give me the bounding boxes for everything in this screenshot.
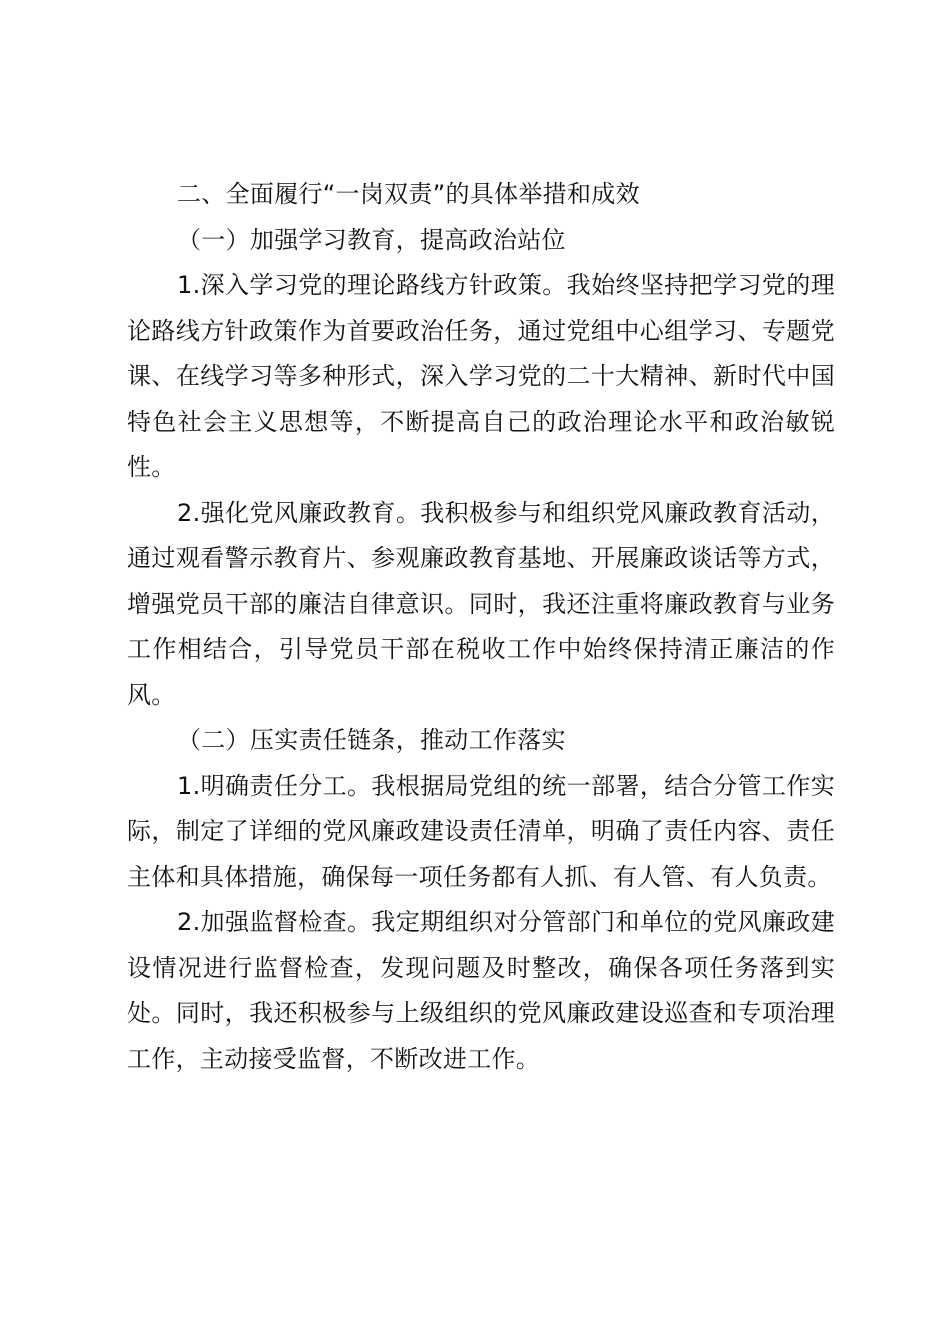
paragraph-responsibility-division: 1.明确责任分工。我根据局党组的统一部署，结合分管工作实际，制定了详细的党风廉政建设责任清单，明确了责任内容、责任主体和具体措施，确保每一项任务都有人抓、有人管、有人负责。 bbox=[127, 771, 835, 891]
paragraph-integrity-education: 2.强化党风廉政教育。我积极参与和组织党风廉政教育活动，通过观看警示教育片、参观廉政教育基地、开展廉政谈话等方式，增强党员干部的廉洁自律意识。同时，我还注重将廉政教育与业务工作相结合，引导党员干部在税收工作中始终保持清正廉洁的作风。 bbox=[127, 498, 835, 709]
paragraph-supervision-inspection: 2.加强监督检查。我定期组织对分管部门和单位的党风廉政建设情况进行监督检查，发现问题及时整改，确保各项任务落到实处。同时，我还积极参与上级组织的党风廉政建设巡查和专项治理工作，主动接受监督，不断改进工作。 bbox=[127, 908, 835, 1073]
subsection-heading-2: （二）压实责任链条，推动工作落实 bbox=[177, 726, 566, 754]
subsection-heading-1: （一）加强学习教育，提高政治站位 bbox=[177, 225, 566, 254]
document-body bbox=[127, 172, 835, 1082]
paragraph-study-theory: 1.深入学习党的理论路线方针政策。我始终坚持把学习党的理论路线方针政策作为首要政治任务，通过党组中心组学习、专题党课、在线学习等多种形式，深入学习党的二十大精神、新时代中国特色社会主义思想等，不断提高自己的政治理论水平和政治敏锐性。 bbox=[127, 271, 835, 481]
section-heading-2: 二、全面履行“一岗双责”的具体举措和成效 bbox=[177, 180, 640, 208]
